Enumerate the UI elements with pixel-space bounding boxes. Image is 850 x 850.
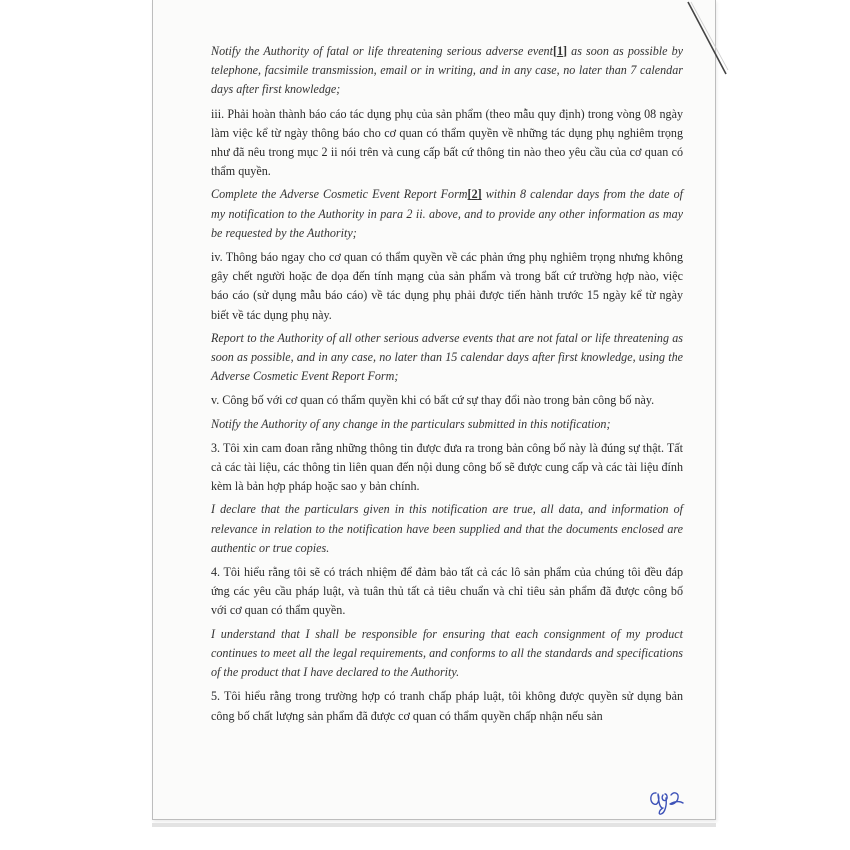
- page-bottom-edge: [152, 823, 716, 827]
- footnote-ref-2[interactable]: [ 2 ]: [468, 187, 482, 201]
- paragraph-vi-4: 4. Tôi hiểu rằng tôi sẽ có trách nhiệm để đảm bảo tất cả các lô sản phẩm của chúng tôi đều đáp ứng các yêu cầu pháp luật, và tuân thủ tất cả tiêu chuẩn và chỉ tiêu sản phẩm đã được công bố với cơ quan có thẩm quyền.: [211, 565, 683, 618]
- text: as soon as possible by telephone, facsimile transmission, email or in writing, and in any case, no later than 7 calendar days after first knowledge;: [211, 44, 683, 97]
- paragraph-vi-3: 3. Tôi xin cam đoan rằng những thông tin được đưa ra trong bản công bố này là đúng sự thật. Tất cả các tài liệu, các thông tin liên quan đến nội dung công bố sẽ được cung cấp và các tài liệu đính kèm là bản hợp pháp hoặc sao y bản chính.: [211, 440, 683, 494]
- paragraph-vi-iii: iii. Phải hoàn thành báo cáo tác dụng phụ của sản phẩm (theo mẫu quy định) trong vòng 08 ngày làm việc kể từ ngày thông báo cho cơ quan có thẩm quyền về những tác dụng phụ nghiêm trọng như đã nêu trong mục 2 ii nói trên và cung cấp bất cứ thông tin nào theo yêu cầu của cơ quan có thẩm quyền.: [211, 106, 683, 179]
- paragraph-vi-v: v. Công bố với cơ quan có thẩm quyền khi có bất cứ sự thay đổi nào trong bản công bố này.: [211, 393, 655, 408]
- paragraph-en-understand: I understand that I shall be responsible for ensuring that each consignment of my product continues to meet all the legal requirements, and conforms to all the standards and specifications of the product that I have declared to the Authority.: [211, 626, 683, 680]
- paragraph-vi-iv: iv. Thông báo ngay cho cơ quan có thẩm quyền về các phản ứng phụ nghiêm trọng nhưng không gây chết người hoặc đe dọa đến tính mạng của sản phẩm và trong bất cứ trường hợp nào, việc báo cáo (sử dụng mẫu báo cáo) về tác dụng phụ phải được tiến hành trước 15 ngày kể từ ngày biết về tác dụng phụ này.: [211, 250, 683, 322]
- paragraph-en-notify-change: Notify the Authority of any change in the particulars submitted in this notification;: [211, 416, 611, 431]
- paragraph-vi-5: 5. Tôi hiểu rằng trong trường hợp có tranh chấp pháp luật, tôi không được quyền sử dụng bản công bố chất lượng sản phẩm đã được cơ quan có thẩm quyền chấp nhận nếu sản: [211, 689, 683, 723]
- document-page: [152, 0, 716, 820]
- paragraph-en-complete-form: [211, 185, 683, 243]
- document-body: [211, 42, 683, 730]
- text: Complete the Adverse Cosmetic Event Report Form: [211, 187, 468, 202]
- paragraph-en-notify-fatal: [211, 42, 683, 100]
- footnote-ref-1[interactable]: [ 1 ]: [553, 44, 567, 58]
- paragraph-en-report-other: Report to the Authority of all other serious adverse events that are not fatal or life threatening as soon as possible, and in any case, no later than 15 calendar days after first knowledge, using the Adverse Cosmetic Event Report Form;: [211, 330, 683, 384]
- paragraph-en-declare: I declare that the particulars given in this notification are true, all data, and information of relevance in relation to the notification have been supplied and that the documents enclosed are authentic or true copies.: [211, 502, 683, 555]
- handwritten-initials-signature: [647, 783, 691, 817]
- text: Notify the Authority of fatal or life threatening serious adverse event: [211, 44, 553, 58]
- page-fold-edge: [686, 0, 730, 78]
- text: within 8 calendar days from the date of my notification to the Authority in para 2 ii. above, and to provide any other information as may be requested by the Authority;: [211, 187, 683, 240]
